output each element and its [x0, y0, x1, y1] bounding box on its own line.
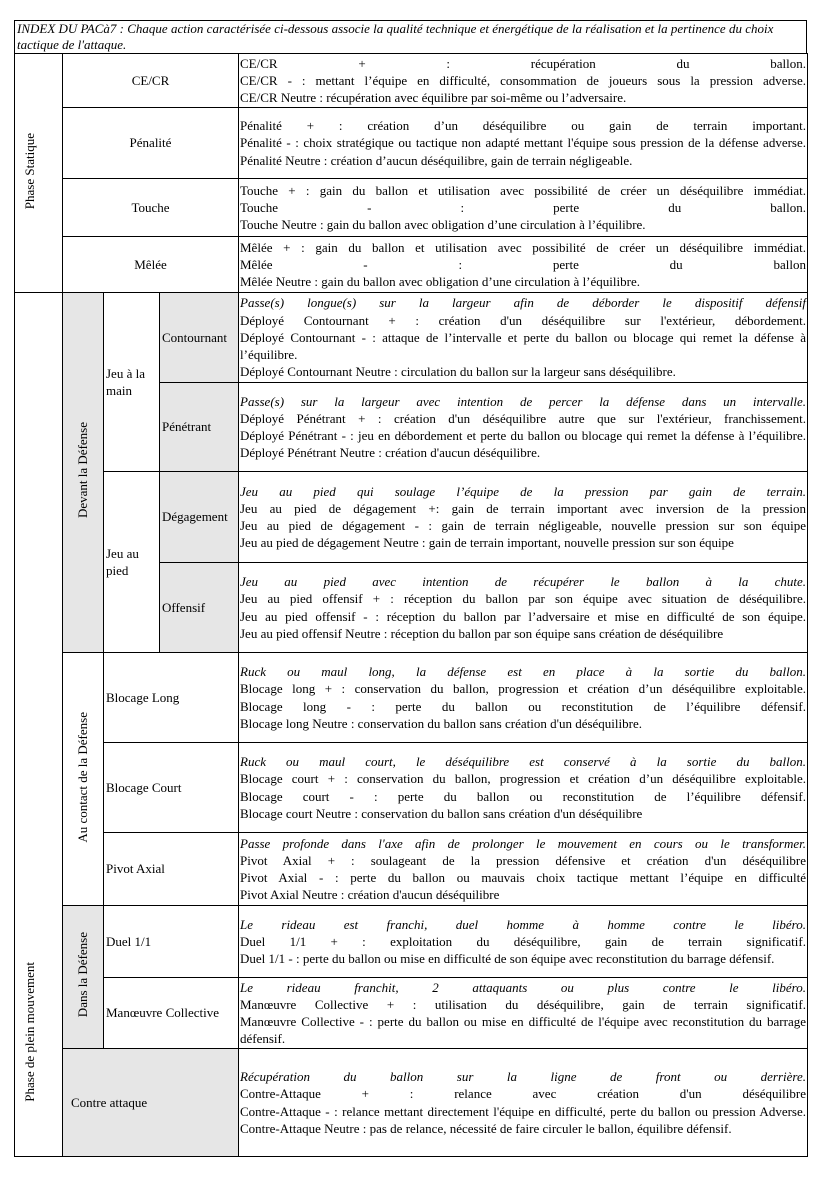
row-desc-penalite [239, 108, 808, 179]
desc-line: Jeu au pied de dégagement - : gain de terrain négligeable, nouvelle pression sur son équipe [240, 518, 806, 533]
row-label-penalite: Pénalité [63, 108, 239, 179]
desc-intro: Récupération du ballon sur la ligne de front ou derrière. [240, 1069, 806, 1085]
row-desc-melee [239, 237, 808, 293]
desc-line: Duel 1/1 + : exploitation du déséquilibre, gain de terrain significatif. [240, 933, 806, 949]
cat-contact-cell [63, 653, 104, 906]
desc-line: Touche - : perte du ballon. [240, 199, 806, 215]
desc-intro: Passe profonde dans l'axe afin de prolonger le mouvement en cours ou le transformer. [240, 835, 806, 851]
row-label-penetrant: Pénétrant [160, 383, 239, 472]
document-title: INDEX DU PACà7 : Chaque action caractérisée ci-dessous associe la qualité technique et énergétique de la réalisation et la pertinence du choix tactique de l'attaque. [14, 20, 807, 53]
desc-line: Déployé Contournant + : création d'un déséquilibre sur l'extérieur, débordement. [240, 312, 806, 328]
desc-line: Blocage court + : conservation du ballon, progression et création d’un déséquilibre exploitable. [240, 771, 806, 787]
row-penalite [15, 108, 808, 179]
row-label-contournant: Contournant [160, 293, 239, 383]
subcat-jeu-pied: Jeu au pied [104, 472, 160, 653]
row-label-offensif: Offensif [160, 563, 239, 653]
cat-devant-label: Devant la Défense [75, 422, 90, 519]
row-label-pivot-axial: Pivot Axial [104, 833, 239, 906]
phase-plein-cell [15, 293, 63, 1157]
desc-intro: Passe(s) sur la largeur avec intention de percer la défense dans un intervalle. [240, 393, 806, 409]
desc-line: Blocage court Neutre : conservation du ballon sans création d'un déséquilibre [240, 805, 643, 821]
row-manoeuvre [15, 978, 808, 1049]
cat-dans-label: Dans la Défense [75, 932, 90, 1018]
row-label-manoeuvre: Manœuvre Collective [104, 978, 239, 1049]
desc-intro: Passe(s) longue(s) sur la largeur afin de déborder le dispositif défensif [240, 295, 806, 311]
desc-line: Pénalité Neutre : création d’aucun déséquilibre, gain de terrain négligeable. [240, 152, 633, 168]
desc-intro: Jeu au pied qui soulage l’équipe de la pression par gain de terrain. [240, 483, 806, 499]
row-label-melee: Mêlée [63, 237, 239, 293]
row-melee [15, 237, 808, 293]
desc-line: Mêlée - : perte du ballon [240, 256, 806, 272]
row-touche [15, 179, 808, 237]
row-contournant [15, 293, 808, 383]
desc-line: Mêlée + : gain du ballon et utilisation avec possibilité de créer un déséquilibre immédiat. [240, 239, 806, 255]
desc-line: Mêlée Neutre : gain du ballon avec obligation d’une circulation à l’équilibre. [240, 274, 640, 290]
index-document [14, 20, 807, 1157]
row-label-cecr: CE/CR [63, 54, 239, 108]
desc-line: Pivot Axial + : soulageant de la pression défensive et création d'un déséquilibre [240, 852, 806, 868]
desc-line: CE/CR Neutre : récupération avec équilibre par soi-même ou l’adversaire. [240, 90, 627, 106]
cat-devant-cell [63, 293, 104, 653]
desc-intro: Ruck ou maul long, la défense est en place à la sortie du ballon. [240, 664, 806, 680]
row-cecr [15, 54, 808, 108]
row-label-blocage-long: Blocage Long [104, 653, 239, 743]
row-label-touche: Touche [63, 179, 239, 237]
desc-line: Déployé Contournant Neutre : circulation du ballon sur la largeur sans déséquilibre. [240, 364, 676, 380]
row-label-blocage-court: Blocage Court [104, 743, 239, 833]
row-desc-blocage-long [239, 653, 808, 743]
desc-line: Contre-Attaque - : relance mettant directement l'équipe en difficulté, perte du ballon ou pression Adverse. [240, 1103, 806, 1119]
row-desc-touche [239, 179, 808, 237]
row-desc-duel [239, 906, 808, 978]
desc-line: Contre-Attaque + : relance avec création d'un déséquilibre [240, 1086, 806, 1102]
row-pivot-axial [15, 833, 808, 906]
desc-line: Pivot Axial Neutre : création d'aucun déséquilibre [240, 887, 500, 903]
desc-line: Contre-Attaque Neutre : pas de relance, nécessité de faire circuler le ballon, équilibre défensif. [240, 1120, 732, 1136]
desc-line: Pénalité + : création d’un déséquilibre ou gain de terrain important. [240, 118, 806, 134]
index-table [14, 53, 808, 1157]
desc-line: Blocage long - : perte du ballon ou reconstitution de l’équilibre défensif. [240, 698, 806, 714]
desc-line: Touche + : gain du ballon et utilisation avec possibilité de créer un déséquilibre immédiat. [240, 182, 806, 198]
desc-line: Jeu au pied offensif + : réception du ballon par son équipe avec situation de déséquilibre. [240, 591, 806, 607]
desc-line: Déployé Contournant - : attaque de l’intervalle et perte du ballon ou blocage qui remet la défense à l’équilibre. [240, 329, 806, 363]
desc-line: Déployé Pénétrant - : jeu en débordement et perte du ballon ou blocage qui remet la défense à l’équilibre. [240, 428, 806, 443]
cat-dans-cell [63, 906, 104, 1049]
desc-line: Jeu au pied offensif Neutre : réception du ballon par son équipe sans création de déséquilibre [240, 625, 724, 641]
row-desc-degagement [239, 472, 808, 563]
desc-line: CE/CR - : mettant l’équipe en difficulté, consommation de joueurs sous la pression adverse. [240, 72, 806, 88]
row-duel [15, 906, 808, 978]
desc-line: Blocage court - : perte du ballon ou reconstitution de l’équilibre défensif. [240, 788, 806, 804]
row-label-contre-attaque: Contre attaque [63, 1049, 239, 1157]
desc-line: Manœuvre Collective - : perte du ballon ou mise en difficulté de l'équipe avec reconstitution du barrage défensif. [240, 1014, 806, 1047]
row-blocage-long [15, 653, 808, 743]
desc-line: Pénalité - : choix stratégique ou tactique non adapté mettant l'équipe sous pression de la défense adverse. [240, 135, 806, 151]
row-desc-blocage-court [239, 743, 808, 833]
row-blocage-court [15, 743, 808, 833]
desc-line: Touche Neutre : gain du ballon avec obligation d’une circulation à l’équilibre. [240, 217, 646, 233]
desc-line: Duel 1/1 - : perte du ballon ou mise en difficulté de son équipe avec reconstitution du barrage défensif. [240, 951, 775, 967]
desc-line: Pivot Axial - : perte du ballon ou mauvais choix tactique mettant l’équipe en difficulté [240, 870, 806, 885]
desc-line: Jeu au pied de dégagement Neutre : gain de terrain important, nouvelle pression sur son équipe [240, 535, 734, 551]
desc-line: Déployé Pénétrant Neutre : création d'aucun déséquilibre. [240, 445, 541, 461]
desc-line: Blocage long Neutre : conservation du ballon sans création d'un déséquilibre. [240, 715, 642, 731]
desc-line: Blocage long + : conservation du ballon, progression et création d’un déséquilibre exploitable. [240, 681, 806, 697]
desc-line: Déployé Pénétrant + : création d'un déséquilibre autre que sur l'extérieur, franchissement. [240, 410, 806, 426]
row-degagement [15, 472, 808, 563]
desc-intro: Le rideau franchit, 2 attaquants ou plus contre le libéro. [240, 979, 806, 995]
phase-statique-cell [15, 54, 63, 293]
desc-intro: Le rideau est franchi, duel homme à homme contre le libéro. [240, 916, 806, 932]
row-desc-penetrant [239, 383, 808, 472]
desc-intro: Jeu au pied avec intention de récupérer le ballon à la chute. [240, 574, 806, 590]
phase-plein-label: Phase de plein mouvement [21, 962, 37, 1102]
desc-line: Jeu au pied offensif - : réception du ballon par l’adversaire et mise en difficulté de son équipe. [240, 608, 806, 624]
desc-intro: Ruck ou maul court, le déséquilibre est conservé à la sortie du ballon. [240, 754, 806, 770]
row-desc-contre-attaque [239, 1049, 808, 1157]
phase-statique-label: Phase Statique [21, 132, 37, 209]
cat-contact-label: Au contact de la Défense [75, 711, 90, 843]
row-contre-attaque [15, 1049, 808, 1157]
row-desc-pivot-axial [239, 833, 808, 906]
row-desc-offensif [239, 563, 808, 653]
row-desc-cecr [239, 54, 808, 108]
row-desc-contournant [239, 293, 808, 383]
desc-line: Jeu au pied de dégagement +: gain de terrain important avec inversion de la pression [240, 500, 806, 516]
subcat-jeu-main: Jeu à la main [104, 293, 160, 472]
row-label-degagement: Dégagement [160, 472, 239, 563]
row-desc-manoeuvre [239, 978, 808, 1049]
row-label-duel: Duel 1/1 [104, 906, 239, 978]
desc-line: Manœuvre Collective + : utilisation du déséquilibre, gain de terrain significatif. [240, 996, 806, 1012]
desc-line: CE/CR + : récupération du ballon. [240, 55, 806, 71]
